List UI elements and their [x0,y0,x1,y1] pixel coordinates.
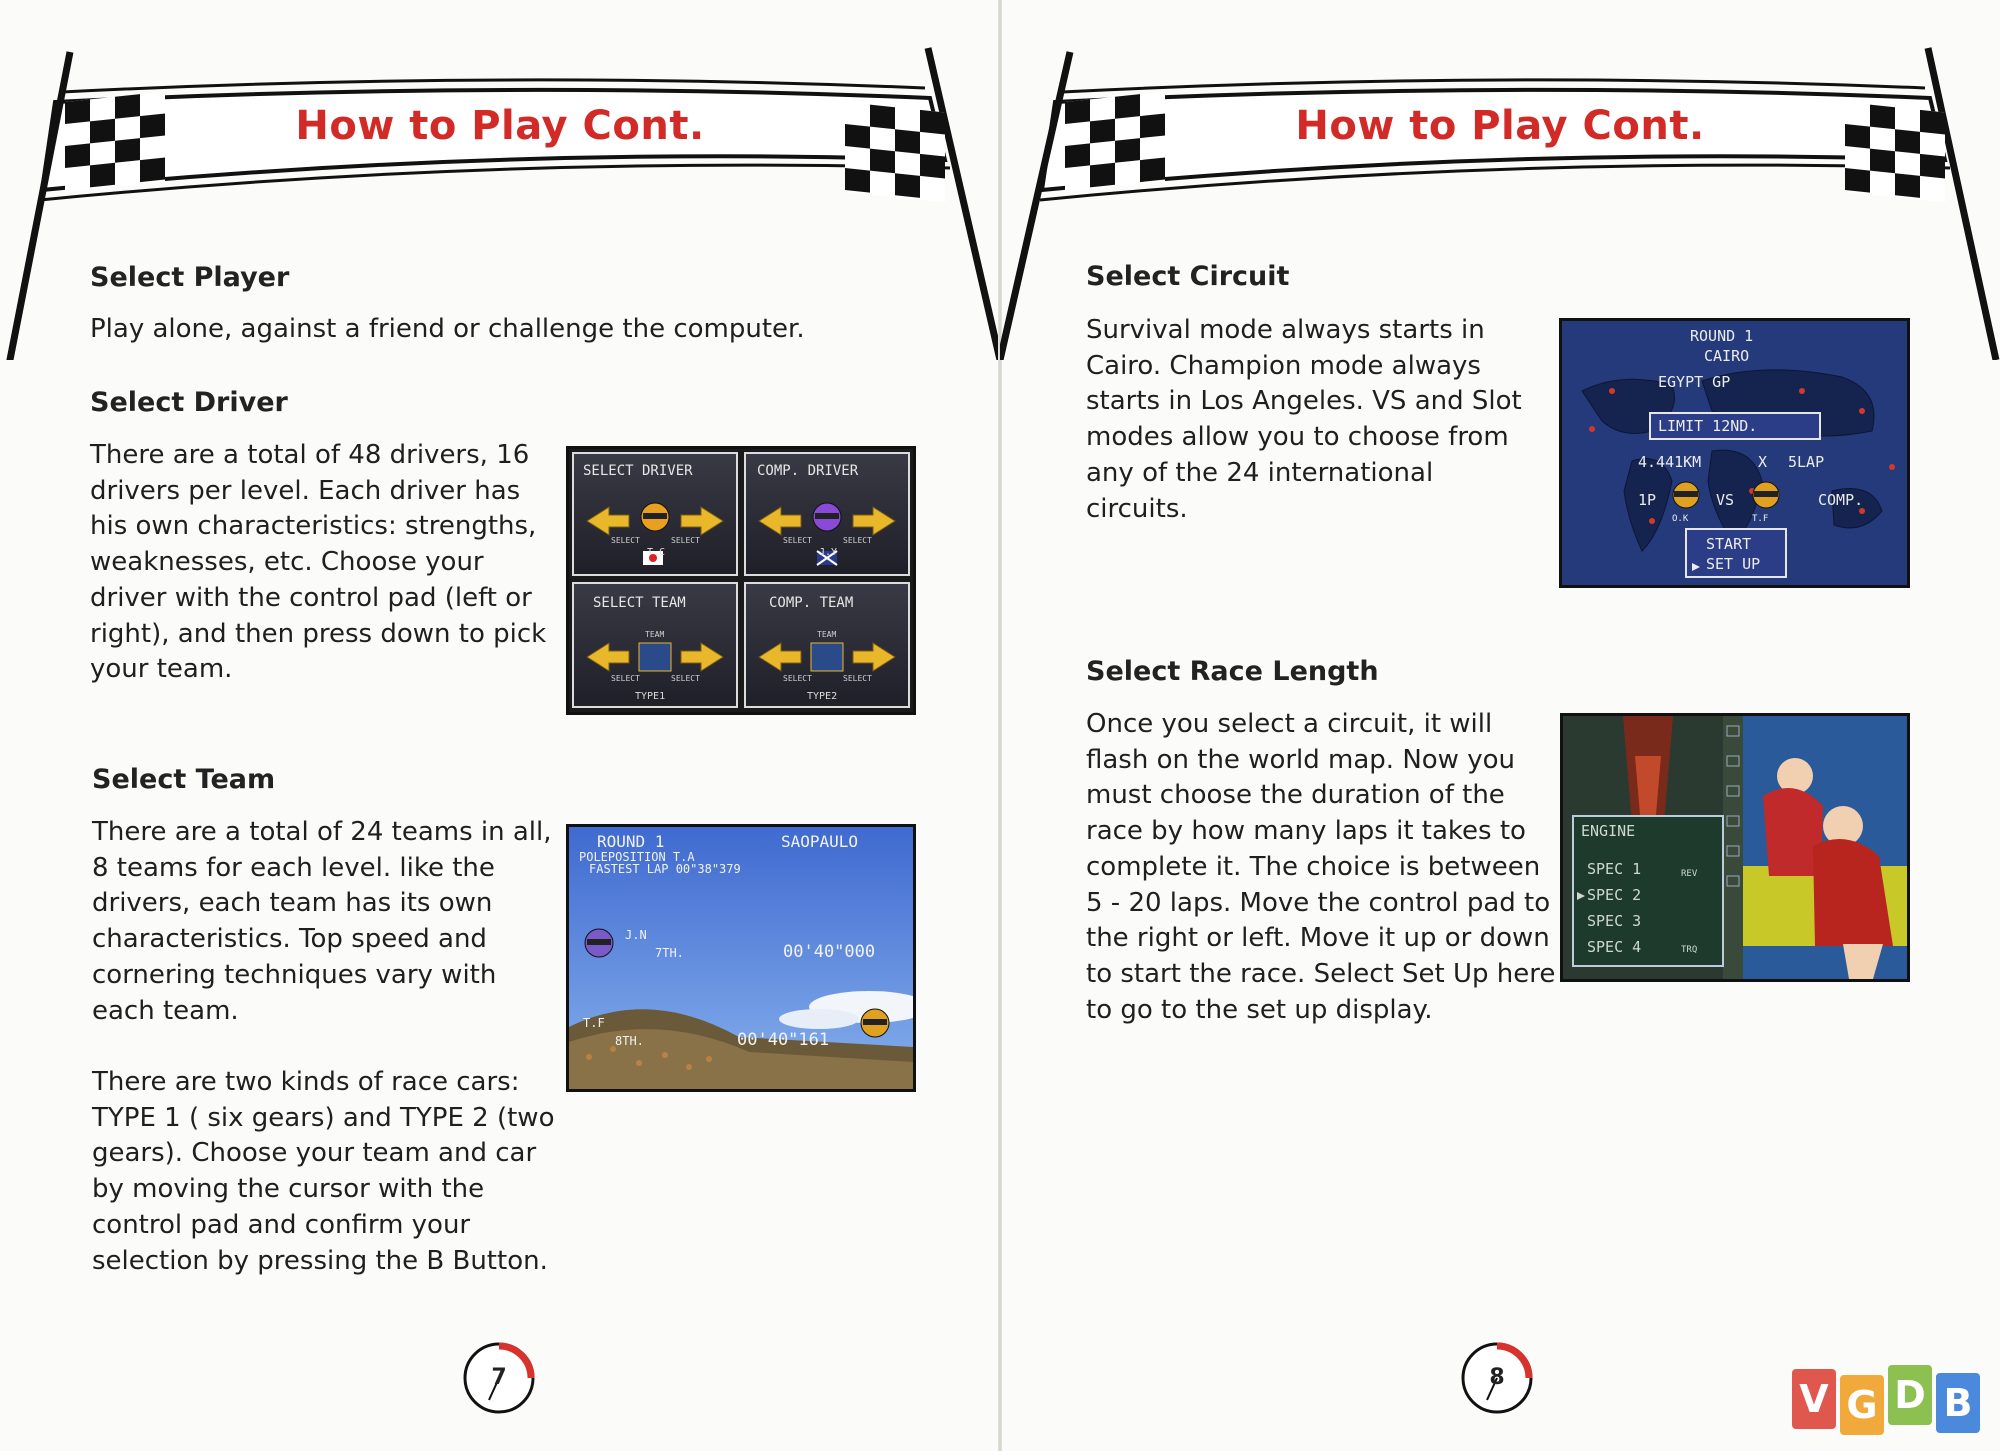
setup-option: SET UP [1706,555,1761,573]
svg-text:1P: 1P [1638,491,1657,509]
spec-option: SPEC 4 [1587,938,1642,956]
svg-text:T.F: T.F [583,1016,605,1030]
setup-screenshot [1560,713,1910,982]
city-label: SAOPAULO [781,832,859,851]
svg-text:TRQ: TRQ [1681,945,1698,955]
svg-text:COMP.: COMP. [1818,491,1864,509]
comp-team-label: COMP. TEAM [769,595,854,611]
page-title: How to Play Cont. [295,103,705,149]
right-page [1000,0,2000,1451]
select-race-length-text: Once you select a circuit, it will flash on the world map. Now you must choose the duration of the race by how many laps it takes to complete it. The choice is between 5 - 20 laps. Move the control pad to the right or left. Move it up or down to start the race. Select Set Up here to go to the set up display. [1086,709,1556,1025]
svg-text:FASTEST LAP 00"38"379: FASTEST LAP 00"38"379 [589,862,741,876]
round-label: ROUND 1 [1690,327,1754,345]
driver-name: T.C [647,547,666,558]
grand-prix-label: EGYPT GP [1658,373,1731,391]
svg-text:VS: VS [1716,491,1735,509]
lap-time: 00'40"000 [783,942,876,962]
car-type: TYPE2 [807,691,838,702]
select-team-label: SELECT TEAM [593,595,686,611]
svg-text:SELECT: SELECT [671,536,700,545]
svg-text:POLEPOSITION T.A: POLEPOSITION T.A [579,850,695,864]
city-label: CAIRO [1704,347,1750,365]
select-circuit-text: Survival mode always starts in Cairo. Champion mode always starts in Los Angeles. VS and Slot modes allow you to choose from any of the 24 international circuits. [1086,315,1522,524]
section-title-select-race-length: Select Race Length [1086,656,1379,687]
vgdb-logo [1792,1365,1990,1435]
car-type-text: There are two kinds of race cars: TYPE 1 ( six gears) and TYPE 2 (two gears). Choose your team and car by moving the cursor with the control pad and confirm your selection by pressing the B Button. [92,1067,555,1276]
round-label: ROUND 1 [597,832,665,851]
page-title: How to Play Cont. [1295,103,1705,149]
spec-option: SPEC 1 [1587,860,1642,878]
svg-text:O.K: O.K [1672,514,1689,524]
select-driver-text: There are a total of 48 drivers, 16 drivers per level. Each driver has his own characteristics: strengths, weaknesses, etc. Choose your driver with the control pad (left or right), and then press down to pick your team. [90,440,547,685]
logo-letter: D [1888,1365,1932,1425]
driver-name: J.Y [819,547,838,558]
svg-text:J.N: J.N [625,928,647,942]
logo-letter: G [1840,1375,1884,1435]
circuit-map-screenshot [1559,318,1910,588]
svg-text:REV: REV [1681,869,1698,879]
svg-text:TEAM: TEAM [645,630,665,639]
car-type: TYPE1 [635,691,666,702]
comp-driver-label: COMP. DRIVER [757,463,859,479]
svg-text:SELECT: SELECT [611,536,640,545]
svg-text:SELECT: SELECT [783,674,812,683]
svg-text:SELECT: SELECT [843,674,872,683]
svg-text:SELECT: SELECT [611,674,640,683]
section-title-select-player: Select Player [90,262,290,293]
driver-select-screenshot [566,446,916,715]
select-team-text: There are a total of 24 teams in all, 8 teams for each level. like the drivers, each team has its own characteristics. Top speed and cornering techniques vary with each team. [92,817,552,1026]
logo-letter: B [1936,1373,1980,1433]
svg-text:X: X [1758,453,1768,471]
distance-label: 4.441KM [1638,453,1702,471]
page-number: 8 [1489,1365,1505,1390]
limit-label: LIMIT 12ND. [1658,417,1758,435]
svg-text:SELECT: SELECT [843,536,872,545]
checkered-flag-banner [1000,40,2000,360]
svg-text:TEAM: TEAM [817,630,837,639]
svg-text:SELECT: SELECT [783,536,812,545]
section-title-select-circuit: Select Circuit [1086,261,1290,292]
select-player-text: Play alone, against a friend or challenge the computer. [90,314,805,344]
svg-text:SELECT: SELECT [671,674,700,683]
select-driver-label: SELECT DRIVER [583,463,693,479]
section-title-select-team: Select Team [92,764,276,795]
page-number: 7 [491,1365,507,1390]
spec-option: SPEC 3 [1587,912,1642,930]
pole-position-screenshot [566,824,916,1092]
svg-text:7TH.: 7TH. [655,946,684,960]
start-option: START [1706,535,1752,553]
svg-text:8TH.: 8TH. [615,1034,644,1048]
engine-label: ENGINE [1581,822,1636,840]
laps-label: 5LAP [1788,453,1825,471]
lap-time: 00'40"161 [737,1030,830,1050]
spec-option: SPEC 2 [1587,886,1642,904]
section-title-select-driver: Select Driver [90,387,288,418]
svg-text:T.F: T.F [1752,514,1769,524]
logo-letter: V [1792,1369,1836,1429]
